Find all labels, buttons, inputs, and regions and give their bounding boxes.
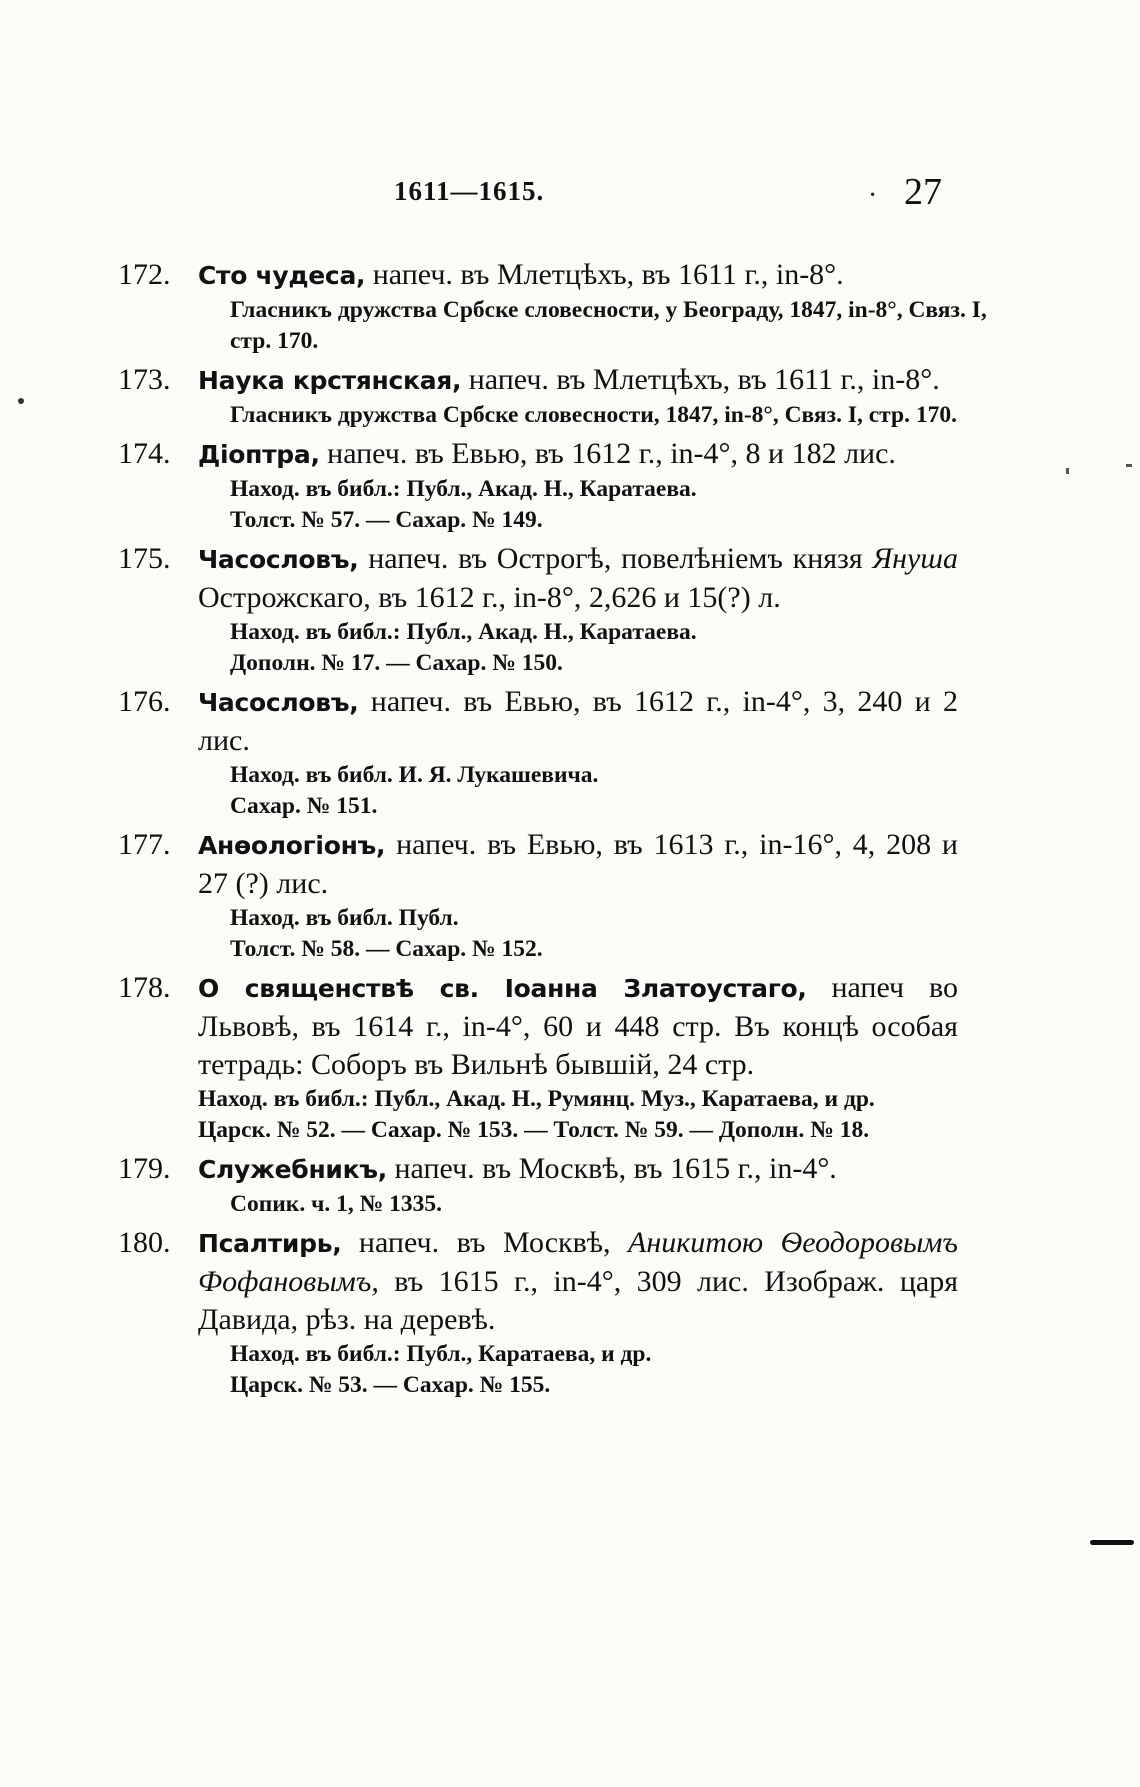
entry-title [198,256,958,295]
entry-title-bold: Псалтирь, [198,1229,342,1258]
entry-title-rest: напеч. въ Млетцѣхъ, въ 1611 г., in-8°. [461,363,940,396]
page-number: 27 [904,171,942,213]
entry-reference: Наход. въ библ. Публ. [230,905,459,931]
entry-number: 175. [118,542,171,575]
entry-title-bold: Часословъ, [198,545,359,574]
entry-title-italic: Януша [872,542,958,575]
ink-speck [1126,464,1132,467]
entry-title-rest: напеч во Львовѣ, въ 1614 г., in-4°, 60 и 448 стр. Въ концѣ особая тетрадь: Соборъ въ Вильнѣ бывшій, 24 стр. [198,971,958,1081]
entry-reference: Гласникъ дружства Србске словесности, 1847, in-8°, Связ. I, стр. 170. [230,402,957,428]
entry-reference: Наход. въ библ.: Публ., Каратаева, и др. [230,1341,652,1367]
entry-reference: Толст. № 57. — Сахар. № 149. [230,507,543,533]
entry-title-italic: Аникитою Ѳеодоровымъ Фофановымъ, [198,1226,958,1298]
margin-dash-mark [1090,1540,1134,1545]
ink-speck [18,398,24,404]
entry-title [198,540,958,617]
entry-title-rest: напеч. въ Евью, въ 1613 г., in-16°, 4, 208 и 27 (?) лис. [198,828,958,900]
catalog-entry [0,683,1140,822]
entry-number: 178. [118,971,171,1004]
entry-title-bold: Анѳологіонъ, [198,831,386,860]
catalog-entry [0,969,1140,1146]
entry-title-bold: О священствѣ св. Іоанна Златоустаго, [198,974,807,1003]
entry-title-rest: напеч. въ Москвѣ, въ 1615 г., in-4°. [387,1152,837,1185]
catalog-entry [0,361,1140,431]
catalog-entries [0,256,1140,1405]
entry-title-rest: напеч. въ Млетцѣхъ, въ 1611 г., in-8°. [365,258,844,291]
entry-reference: Гласникъ дружства Србске словесности, у Београду, 1847, in-8°, Связ. I, стр. 170. [230,297,987,354]
catalog-entry [0,540,1140,679]
entry-title [198,826,958,903]
entry-reference: Наход. въ библ. И. Я. Лукашевича. [230,762,599,788]
entry-reference: Наход. въ библ.: Публ., Акад. Н., Румянц. Муз., Каратаева, и др. [198,1086,875,1112]
entry-title [198,1224,958,1339]
page-header [0,171,1140,216]
entry-reference: Царск. № 53. — Сахар. № 155. [230,1372,551,1398]
entry-reference: Царск. № 52. — Сахар. № 153. — Толст. № 59. — Дополн. № 18. [198,1117,870,1143]
entry-title-bold: Служебникъ, [198,1155,387,1184]
entry-title [198,969,958,1084]
entry-title-bold: Діоптра, [198,440,320,469]
entry-number: 172. [118,258,171,291]
entry-title [198,361,958,400]
entry-title [198,683,958,760]
entry-title-tail: Острожскаго, въ 1612 г., in-8°, 2,626 и 15(?) л. [198,581,781,614]
catalog-entry [0,826,1140,965]
entry-reference: Дополн. № 17. — Сахар. № 150. [230,650,563,676]
entry-number: 174. [118,437,171,470]
entry-number: 179. [118,1152,171,1185]
entry-reference: Наход. въ библ.: Публ., Акад. Н., Каратаева. [230,619,697,645]
entry-number: 173. [118,363,171,396]
entry-reference: Сахар. № 151. [230,793,378,819]
entry-reference: Сопик. ч. 1, № 1335. [230,1191,442,1217]
entry-number: 180. [118,1226,171,1259]
entry-reference: Наход. въ библ.: Публ., Акад. Н., Каратаева. [230,476,697,502]
entry-reference: Толст. № 58. — Сахар. № 152. [230,936,543,962]
entry-title-rest: напеч. въ Евью, въ 1612 г., in-4°, 8 и 182 лис. [319,437,896,470]
entry-title-bold: Наука крстянская, [198,366,462,395]
entry-title-rest: напеч. въ Евью, въ 1612 г., in-4°, 3, 240 и 2 лис. [198,685,958,757]
entry-title-tail: въ 1615 г., in-4°, 309 лис. Изображ. царя Давида, рѣз. на деревѣ. [198,1265,958,1336]
catalog-entry [0,435,1140,536]
header-dot: · [868,180,878,211]
entry-title-bold: Часословъ, [198,688,359,717]
entry-title [198,1150,958,1189]
catalog-entry [0,1150,1140,1220]
entry-number: 176. [118,685,171,718]
catalog-entry [0,1224,1140,1401]
entry-title-rest: напеч. въ Острогѣ, повелѣніемъ князя [358,542,873,575]
year-range-heading: 1611—1615. [394,176,545,206]
entry-title-bold: Сто чудеса, [198,261,366,290]
entry-title-rest: напеч. въ Москвѣ, [341,1226,629,1259]
catalog-entry [0,256,1140,357]
entry-number: 177. [118,828,171,861]
entry-title [198,435,958,474]
ink-speck [1066,468,1069,474]
